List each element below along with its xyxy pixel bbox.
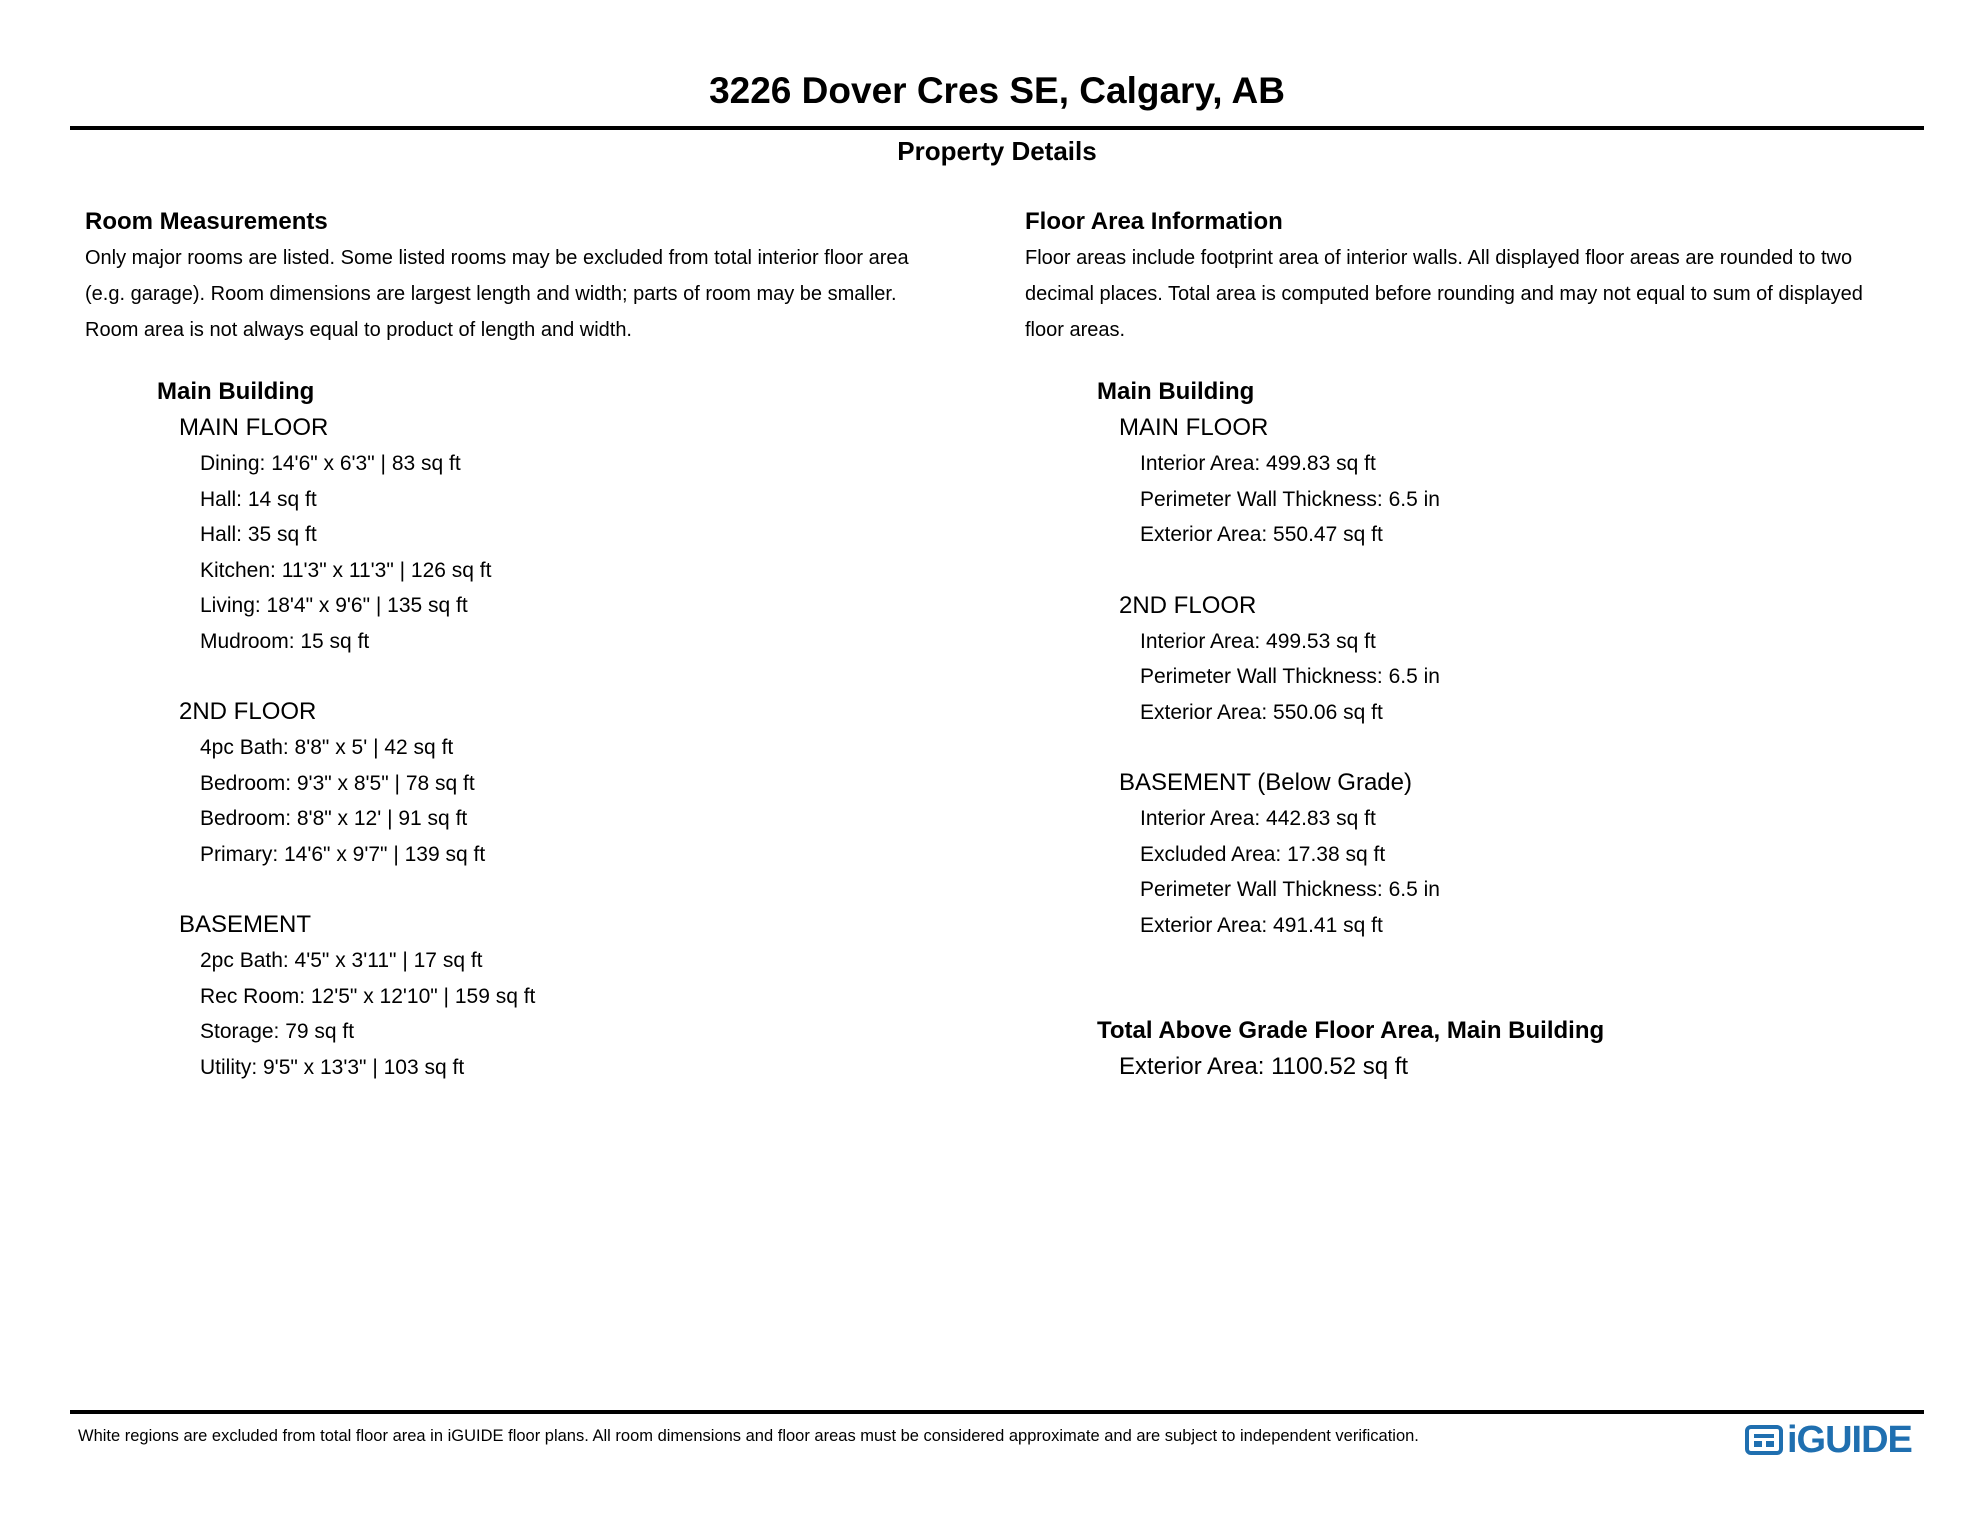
floor-heading-main: MAIN FLOOR [179,414,329,441]
room-entry: 4pc Bath: 8'8" x 5' | 42 sq ft [200,736,454,759]
description-line: (e.g. garage). Room dimensions are largest length and width; parts of room may be smaller. [85,283,897,305]
description-line: Floor areas include footprint area of interior walls. All displayed floor areas are rounded to two [1025,247,1853,269]
building-heading: Main Building [157,378,315,405]
area-entry: Exterior Area: 491.41 sq ft [1140,913,1383,937]
room-entry: Rec Room: 12'5" x 12'10" | 159 sq ft [200,984,536,1008]
page-title: 3226 Dover Cres SE, Calgary, AB [709,70,1285,111]
footer-divider [70,1410,1924,1414]
area-entry: Interior Area: 442.83 sq ft [1140,807,1376,830]
floor-heading-2nd: 2ND FLOOR [179,698,317,725]
description-line: Room area is not always equal to product of length and width. [85,319,632,341]
room-measurements-description [85,240,985,348]
room-measurements-section [85,204,985,1085]
floor-area-heading: Floor Area Information [1025,208,1283,235]
building-heading: Main Building [1097,378,1255,405]
floor-area-section [1025,204,1945,1085]
room-entry: Kitchen: 11'3" x 11'3" | 126 sq ft [200,558,492,582]
room-entry: Utility: 9'5" x 13'3" | 103 sq ft [200,1055,465,1079]
floor-heading-basement: BASEMENT (Below Grade) [1119,769,1412,796]
floor-area-description [1025,240,1945,348]
area-entry: Exterior Area: 550.47 sq ft [1140,523,1383,546]
area-entry: Perimeter Wall Thickness: 6.5 in [1140,878,1440,901]
description-line: floor areas. [1025,319,1126,341]
area-entry: Perimeter Wall Thickness: 6.5 in [1140,665,1440,688]
total-area-heading: Total Above Grade Floor Area, Main Building [1097,1017,1605,1044]
area-entry: Interior Area: 499.53 sq ft [1140,629,1376,653]
floor-heading-basement: BASEMENT [179,911,312,938]
room-entry: Living: 18'4" x 9'6" | 135 sq ft [200,594,468,617]
room-measurements-heading: Room Measurements [85,208,328,235]
iguide-logo-icon [1745,1424,1783,1456]
room-entry: Bedroom: 9'3" x 8'5" | 78 sq ft [200,771,475,795]
room-entry: 2pc Bath: 4'5" x 3'11" | 17 sq ft [200,949,483,972]
iguide-logo [1745,1418,1912,1462]
room-entry: Dining: 14'6" x 6'3" | 83 sq ft [200,452,461,475]
room-entry: Hall: 35 sq ft [200,523,317,546]
floor-heading-2nd: 2ND FLOOR [1119,591,1257,619]
total-area-value: Exterior Area: 1100.52 sq ft [1119,1053,1409,1080]
logo-text: iGUIDE [1787,1419,1912,1461]
room-entry: Mudroom: 15 sq ft [200,629,370,653]
area-entry: Interior Area: 499.83 sq ft [1140,452,1376,475]
area-entry: Perimeter Wall Thickness: 6.5 in [1140,487,1440,511]
room-entry: Bedroom: 8'8" x 12' | 91 sq ft [200,807,468,830]
room-entry: Hall: 14 sq ft [200,487,317,511]
page-subtitle: Property Details [897,136,1097,166]
description-line: decimal places. Total area is computed before rounding and may not equal to sum of displayed [1025,283,1863,305]
area-entry: Exterior Area: 550.06 sq ft [1140,700,1383,724]
description-line: Only major rooms are listed. Some listed rooms may be excluded from total interior floor area [85,247,909,269]
room-entry: Primary: 14'6" x 9'7" | 139 sq ft [200,842,486,866]
room-entry: Storage: 79 sq ft [200,1020,355,1043]
header-divider [70,126,1924,130]
area-entry: Excluded Area: 17.38 sq ft [1140,842,1386,866]
footer-disclaimer: White regions are excluded from total floor area in iGUIDE floor plans. All room dimensions and floor areas must be considered approximate and are subject to independent verification. [78,1427,1419,1445]
floor-heading-main: MAIN FLOOR [1119,414,1269,441]
